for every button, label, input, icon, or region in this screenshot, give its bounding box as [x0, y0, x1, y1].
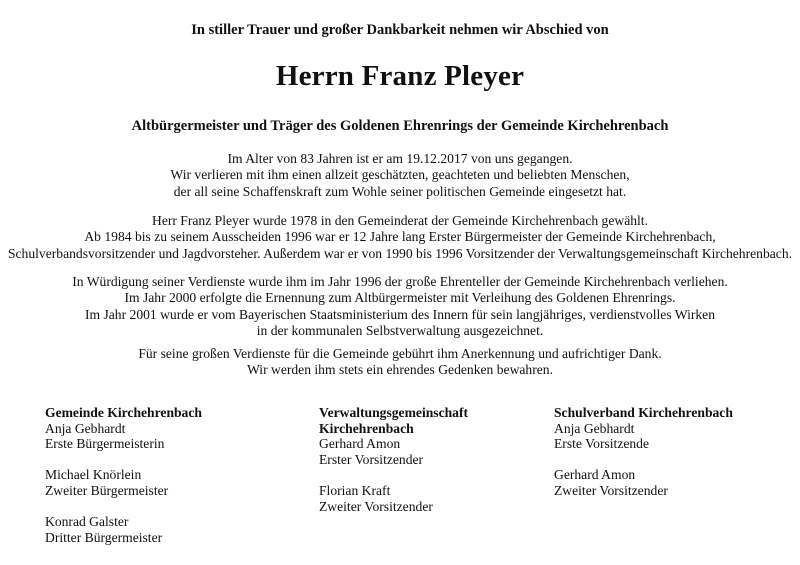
signatory-person: [554, 467, 733, 498]
person-role: Zweiter Vorsitzender: [319, 498, 433, 514]
person-name: Anja Gebhardt: [45, 420, 126, 436]
signatory-gemeinde: [45, 405, 202, 561]
text-line: der all seine Schaffenskraft zum Wohle seiner politischen Gemeinde eingesetzt hat.: [173, 183, 627, 199]
person-name: Anja Gebhardt: [554, 420, 635, 436]
text-line: Herr Franz Pleyer wurde 1978 in den Gemeinderat der Gemeinde Kirchehrenbach gewählt.: [152, 213, 648, 228]
signatory-person: [554, 421, 733, 452]
signatory-person: [319, 436, 468, 467]
person-role: Zweiter Bürgermeister: [45, 482, 169, 498]
text-line: Im Jahr 2000 erfolgte die Ernennung zum Altbürgermeister mit Verleihung des Goldenen Ehrenrings.: [124, 290, 676, 306]
intro-line: In stiller Trauer und großer Dankbarkeit nehmen wir Abschied von: [191, 22, 609, 38]
signatory-person: [319, 483, 468, 514]
person-name: Gerhard Amon: [319, 436, 401, 452]
person-name: Florian Kraft: [319, 482, 391, 498]
person-role: Erste Vorsitzende: [554, 436, 650, 452]
text-line: In Würdigung seiner Verdienste wurde ihm im Jahr 1996 der große Ehrenteller der Gemeinde Kirchehrenbach verliehen.: [72, 274, 728, 289]
signatory-person: [45, 421, 202, 452]
text-line: Schulverbandsvorsitzender und Jagdvorsteher. Außerdem war er von 1990 bis 1996 Vorsitzender der Verwaltungsgemeinschaft Kirchehrenbach.: [7, 245, 793, 261]
paragraph-career: [0, 213, 800, 262]
signatory-title: Schulverband Kirchehrenbach: [554, 405, 733, 420]
signatory-person: [45, 514, 202, 545]
deceased-name: Herrn Franz Pleyer: [275, 60, 525, 92]
text-line: Im Alter von 83 Jahren ist er am 19.12.2017 von uns gegangen.: [227, 151, 573, 166]
signatory-schulverband: [554, 405, 733, 514]
signatory-verwaltungsgemeinschaft: [319, 405, 468, 530]
person-role: Dritter Bürgermeister: [45, 529, 163, 545]
text-line: Für seine großen Verdienste für die Gemeinde gebührt ihm Anerkennung und aufrichtiger Dank.: [138, 346, 662, 361]
person-role: Zweiter Vorsitzender: [554, 482, 668, 498]
paragraph-honors: [0, 274, 800, 339]
signatory-title: Verwaltungsgemeinschaft: [319, 405, 469, 420]
person-name: Gerhard Amon: [554, 467, 636, 483]
person-name: Michael Knörlein: [45, 467, 142, 483]
text-line: Ab 1984 bis zu seinem Ausscheiden 1996 war er 12 Jahre lang Erster Bürgermeister der Gemeinde Kirchehrenbach,: [84, 229, 716, 245]
signatory-title: Kirchehrenbach: [319, 420, 414, 436]
text-line: Wir verlieren mit ihm einen allzeit geschätzten, geachteten und beliebten Menschen,: [170, 167, 630, 183]
text-line: in der kommunalen Selbstverwaltung ausgezeichnet.: [256, 322, 544, 338]
person-role: Erster Vorsitzender: [319, 451, 424, 467]
signatory-title: Gemeinde Kirchehrenbach: [45, 405, 202, 420]
paragraph-gratitude: [0, 346, 800, 379]
text-line: Im Jahr 2001 wurde er vom Bayerischen Staatsministerium des Innern für sein langjähriges, verdienstvolles Wirken: [84, 306, 716, 322]
paragraph-death-notice: [0, 151, 800, 200]
person-role: Erste Bürgermeisterin: [45, 436, 165, 452]
text-line: Wir werden ihm stets ein ehrendes Gedenken bewahren.: [247, 362, 553, 378]
honorary-title: Altbürgermeister und Träger des Goldenen Ehrenrings der Gemeinde Kirchehrenbach: [131, 118, 669, 134]
person-name: Konrad Galster: [45, 514, 129, 530]
signatory-person: [45, 467, 202, 498]
